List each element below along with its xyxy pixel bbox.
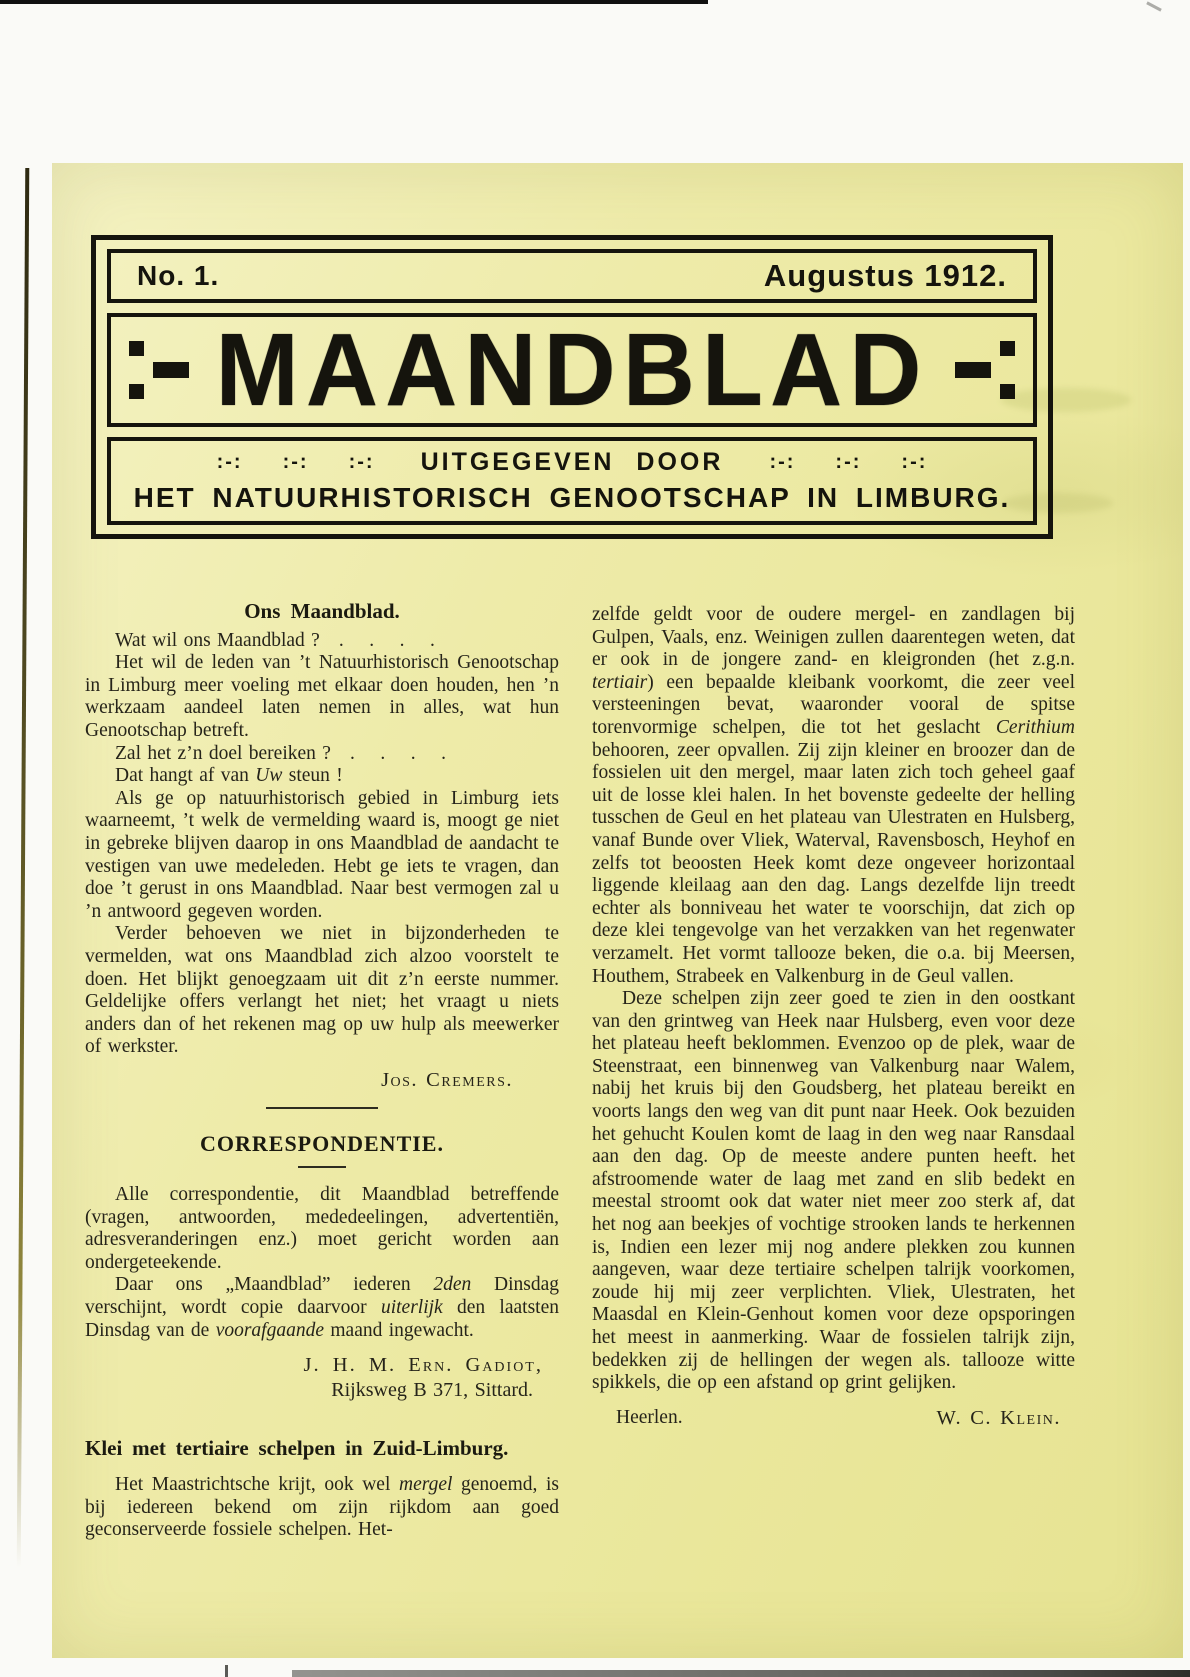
scan-bottom-tick	[225, 1665, 228, 1677]
ornament-mark: :-:	[282, 451, 309, 473]
ornament-mark: :-:	[216, 451, 243, 473]
signature-gadiot-address: Rijksweg B 371, Sittard.	[331, 1378, 533, 1401]
ornament-mark: :-:	[348, 451, 375, 473]
issue-line-box	[107, 249, 1037, 303]
dash-colon-ornament-icon	[955, 341, 1015, 399]
masthead-box	[91, 235, 1053, 539]
article-heading-correspondentie: CORRESPONDENTIE.	[200, 1131, 444, 1157]
closing-line	[592, 1407, 1075, 1430]
ornament-mark: :-:	[769, 451, 796, 473]
article-heading-ons-maandblad: Ons Maandblad.	[244, 599, 400, 623]
left-column	[85, 600, 559, 1542]
colon-dash-ornament-icon	[129, 341, 189, 399]
paragraph: Alle correspondentie, dit Maandblad betreffende (vragen, antwoorden, mededeelingen, advertentiën, adresveranderingen enz.) moet gericht worden aan ondergeteekende.	[85, 1184, 559, 1273]
paragraph: Als ge op natuurhistorisch gebied in Limburg iets waarneemt, ’t welk de vermelding waard is, moogt ge niet in gebreke blijven daarop in ons Maandblad de aandacht te vestigen van uwe medeleden. Hebt ge iets te vragen, dan doe ’t gerust in ons Maandblad. Naar best vermogen zal u ’n antwoord gegeven worden.	[85, 787, 559, 922]
ornament-mark: :-:	[835, 451, 862, 473]
scan-bottom-edge-bar	[292, 1670, 1190, 1677]
dash-icon	[955, 362, 991, 378]
paragraph: zelfde geldt voor de oudere mergel- en zandlagen bij Gulpen, Vaals, enz. Weinigen zullen daarentegen weten, dat er ook in de jongere zand- en kleigronden (het z.g.n. tertiair) een bepaalde kleibank voorkomt, die zeer veel versteeningen bevat, waaronder vooral de spitse torenvormige schelpen, die tot het geslacht Cerithium behooren, zeer opvallen. Zij zijn kleiner en broozer dan de fossielen uit den mergel, maar laten zich toch geheel gaaf uit de losse klei halen. In het bovenste gedeelte der helling tusschen de Geul en het plateau van Ulestraten en Hulsberg, vanaf Bunde over Vliek, Waterval, Ravensbosch, Heyhof en zelfs tot beoosten Heek komt deze ongeveer horizontaal liggende kleilaag aan den dag. Langs dezelfde lijn treedt echter als bonniveau het water te voorschijn, dat zich op deze klei tengevolge van het verzakken van het regenwater verzamelt. Het vormt tallooze beken, die o.a. bij Meersen, Houthem, Strabeek en Valkenburg in de Geul vallen.	[592, 604, 1075, 987]
scan-top-edge-line	[0, 0, 708, 4]
imprint-box	[107, 437, 1037, 525]
signature-gadiot-name: J. H. M. Ern. Gadiot,	[303, 1354, 543, 1377]
paragraph: Het Maastrichtsche krijt, ook wel mergel genoemd, is bij iedereen bekend om zijn rijkdom aan goed geconserveerde fossiele schelpen. Het-	[85, 1474, 559, 1541]
scan-speck	[1146, 1, 1162, 11]
issue-number: No. 1.	[137, 260, 220, 291]
colon-dots-icon	[1000, 341, 1015, 399]
dash-icon	[153, 362, 189, 378]
heading-underline-rule	[298, 1166, 346, 1168]
paragraph: Deze schelpen zijn zeer goed te zien in den oostkant van den grintweg van Heek naar Hulsberg, even voor deze het plateau heeft beklommen. Evenzoo op de plek, waar de Steenstraat, een binnenweg van Valkenburg naar Walem, nabij het kruis bij den Goudsberg, het plateau bereikt en voorts langs den weg van dit punt naar Heek. Ook bezuiden het gehucht Koulen komt de laag in den weg naar Ransdaal aan den dag. Op de meeste andere punten heeft. het afstroomende water de laag met zand en slib bedekt en meestal stroomt ook dat water niet meer zoo sterk af, dat het nog aan beekjes of vochtige strooken lands te herkennen is, Indien een lezer mij nog andere plekken zou kunnen aangeven, waar deze tertiaire schelpen talrijk voorkomen, zoude hij mij zeer verplichten. Vliek, Ulestraten, het Maasdal en Klein-Genhout komen voor deze opsporingen het meest in aanmerking. Waar de fossielen talrijk zijn, bedekken zij de hellingen der wegen als. tallooze witte spikkels, die op een afstand op grint gelijken.	[592, 988, 1075, 1394]
title-box	[107, 313, 1037, 427]
paragraph: Verder behoeven we niet in bijzonderheden te vermelden, wat ons Maandblad zich alzoo voorstelt te doen. Het blijkt genoegzaam uit dit z’n eerste nummer. Geldelijke offers verlangt het niet; het vraagt u niets anders dan of het rekenen mag op uw hulp als meewerker of werkster.	[85, 923, 559, 1058]
article-heading-klei: Klei met tertiaire schelpen in Zuid-Limburg.	[85, 1436, 509, 1461]
signature-w-c-klein: W. C. Klein.	[936, 1406, 1061, 1429]
page-binding-edge	[17, 168, 30, 1568]
ornament-mark: :-:	[901, 451, 928, 473]
paragraph: Wat wil ons Maandblad ? . . . .	[115, 629, 435, 651]
publisher-name: HET NATUURHISTORISCH GENOOTSCHAP IN LIMBURG.	[133, 482, 1011, 513]
colon-dots-icon	[129, 341, 144, 399]
paragraph: Daar ons „Maandblad” iederen 2den Dinsdag verschijnt, wordt copie daarvoor uiterlijk den laatsten Dinsdag van de voorafgaande maand ingewacht.	[85, 1274, 559, 1341]
right-column	[592, 604, 1075, 1429]
closing-place: Heerlen.	[616, 1406, 683, 1428]
signature-jos-cremers: Jos. Cremers.	[381, 1068, 513, 1091]
magazine-title: MAANDBLAD	[215, 312, 929, 428]
paragraph: Dat hangt af van Uw steun !	[115, 765, 343, 787]
section-divider-rule	[266, 1107, 378, 1109]
paragraph: Het wil de leden van ’t Natuurhistorisch Genootschap in Limburg meer voeling met elkaar doen houden, hen ’n werkzaam aandeel laten nemen in alles, wat hun Genootschap betreft.	[85, 652, 559, 741]
imprint-line-1	[111, 448, 1033, 477]
issue-date: Augustus 1912.	[763, 258, 1007, 293]
published-by-label: UITGEGEVEN DOOR	[420, 448, 724, 476]
paper-page	[52, 163, 1183, 1658]
paragraph: Zal het z’n doel bereiken ? . . . .	[115, 742, 447, 764]
